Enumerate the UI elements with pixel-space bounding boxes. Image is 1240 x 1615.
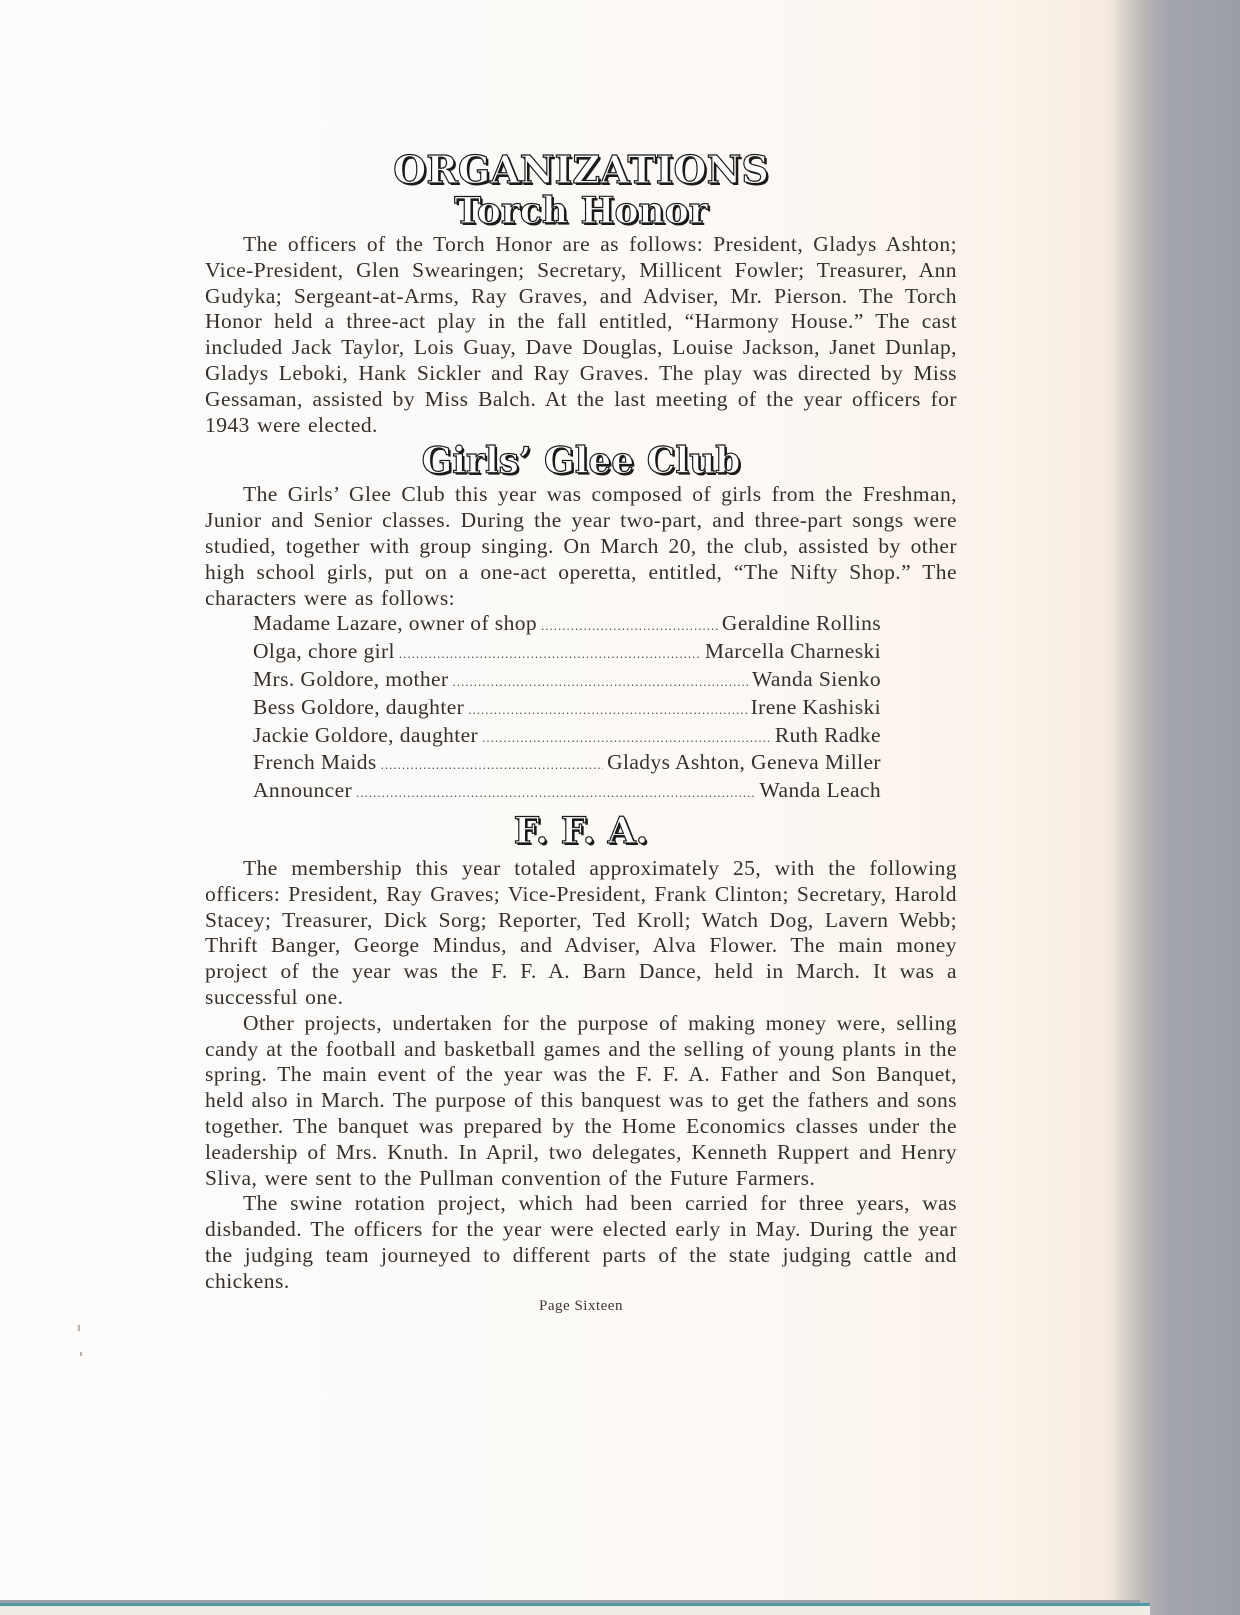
cast-row (253, 611, 881, 639)
cast-actor: Marcella Charneski (704, 639, 881, 664)
section-title-ffa: F. F. A. (513, 809, 649, 852)
cast-row (253, 639, 881, 667)
section-title-girls-glee-club: Girls’ Glee Club (421, 440, 741, 483)
cast-list (253, 611, 881, 806)
dot-leader (453, 669, 748, 695)
cast-row (253, 750, 881, 778)
scanner-backdrop (1140, 0, 1240, 1615)
dot-leader (541, 613, 718, 639)
underlying-page-strip (0, 1606, 1150, 1615)
page-heading: ORGANIZATIONS (393, 147, 769, 192)
dot-leader (356, 780, 755, 806)
cast-role: Madame Lazare, owner of shop (253, 611, 538, 636)
dot-leader (381, 752, 603, 778)
cast-actor: Gladys Ashton, Geneva Miller (607, 750, 881, 775)
cast-actor: Irene Kashiski (750, 694, 881, 719)
torch-honor-paragraph: The officers of the Torch Honor are as follows: President, Gladys Ashton; Vice-President, Glen Swearingen; Secretary, Millicent Fowler; Treasurer, Ann Gudyka; Sergeant-at-Arms, Ray Graves, and Adviser, Mr. Pierson. The Torch Honor held a three-act play in the fall entitled, “Harmony House.” The cast included Jack Taylor, Lois Guay, Dave Douglas, Louise Jackson, Janet Dunlap, Gladys Leboki, Hank Sickler and Ray Graves. The play was directed by Miss Gessaman, assisted by Miss Balch. At the last meeting of the year officers for 1943 were elected. (205, 232, 957, 437)
cast-role: Olga, chore girl (253, 639, 395, 664)
section-girls-glee-club (205, 440, 957, 806)
cast-row (253, 723, 881, 751)
cast-role: French Maids (253, 750, 377, 775)
section-title-torch-honor: Torch Honor (454, 190, 708, 232)
section-torch-honor (205, 190, 957, 438)
dot-leader (468, 697, 746, 723)
cast-row (253, 695, 881, 723)
page-number: Page Sixteen (539, 1298, 623, 1315)
paper-speck (78, 1325, 80, 1331)
ffa-paragraph: The membership this year totaled approximately 25, with the following officers: President, Ray Graves; Vice-President, Frank Clinton; Secretary, Harold Stacey; Treasurer, Dick Sorg; Reporter, Ted Kroll; Watch Dog, Lavern Webb; Thrift Banger, George Mindus, and Adviser, Alva Flower. The main money project of the year was the F. F. A. Barn Dance, held in March. It was a successful one. (205, 855, 957, 1009)
cast-row (253, 667, 881, 695)
cast-actor: Ruth Radke (774, 722, 881, 747)
ffa-paragraph: The swine rotation project, which had been carried for three years, was disbanded. The officers for the year were elected early in May. During the year the judging team journeyed to different parts of the state judging cattle and chickens. (205, 1191, 957, 1293)
ffa-paragraph: Other projects, undertaken for the purpose of making money were, selling candy at the football and basketball games and the selling of young plants in the spring. The main event of the year was the F. F. A. Father and Son Banquet, held also in March. The purpose of this banquest was to get the fathers and sons together. The banquet was prepared by the Home Economics classes under the leadership of Mrs. Knuth. In April, two delegates, Kenneth Ruppert and Henry Sliva, were sent to the Pullman convention of the Future Farmers. (205, 1010, 957, 1190)
dot-leader (399, 641, 701, 667)
cast-role: Bess Goldore, daughter (253, 694, 465, 719)
cast-role: Announcer (253, 778, 353, 803)
cast-row (253, 778, 881, 806)
section-ffa (205, 810, 957, 1295)
glee-club-paragraph: The Girls’ Glee Club this year was composed of girls from the Freshman, Junior and Senior classes. During the year two-part, and three-part songs were studied, together with group singing. On March 20, the club, assisted by other high school girls, put on a one-act operetta, entitled, “The Nifty Shop.” The characters were as follows: (205, 482, 957, 610)
cast-role: Mrs. Goldore, mother (253, 666, 449, 691)
cast-actor: Wanda Leach (759, 778, 881, 803)
paper-speck (80, 1352, 82, 1356)
cast-actor: Wanda Sienko (751, 666, 881, 691)
dot-leader (482, 725, 771, 751)
cast-actor: Geraldine Rollins (721, 611, 881, 636)
cast-role: Jackie Goldore, daughter (253, 722, 479, 747)
page-content (205, 148, 957, 1316)
